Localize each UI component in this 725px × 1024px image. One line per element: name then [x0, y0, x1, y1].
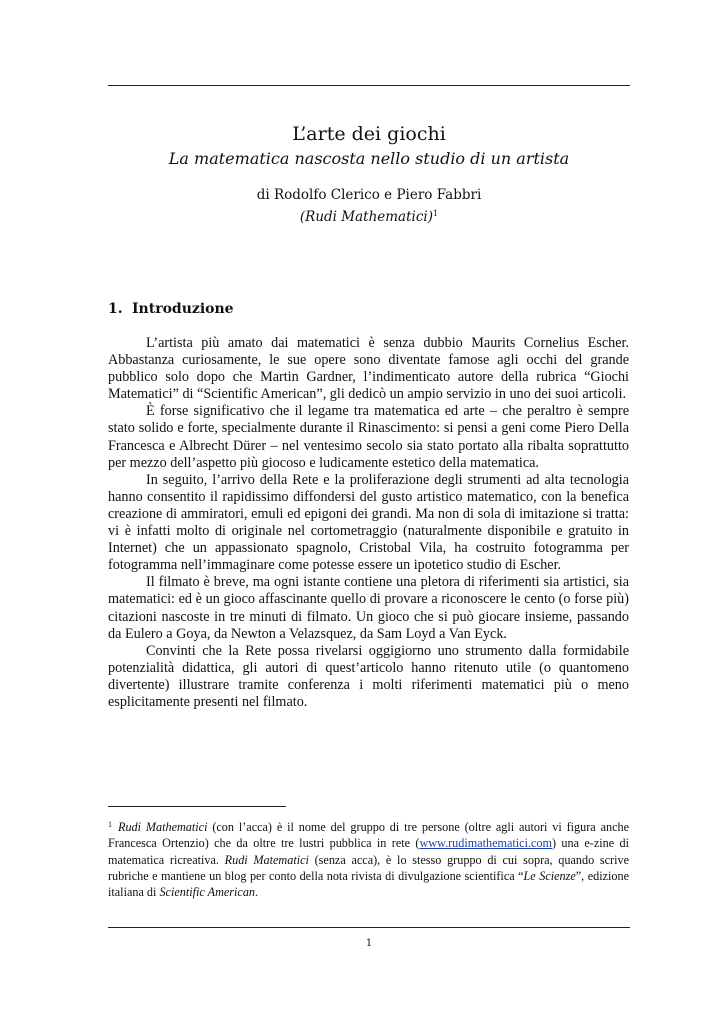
- bottom-rule: [108, 927, 630, 928]
- article-subtitle: La matematica nascosta nello studio di un artista: [168, 149, 570, 168]
- footnote: [108, 817, 629, 900]
- section-title: Introduzione: [132, 301, 234, 317]
- paragraph: In seguito, l’arrivo della Rete e la proliferazione degli strumenti ad alta tecnologia hanno consentito il rapidissimo diffondersi del gusto artistico matematico, con la benefica creazione di ammiratori, emuli ed epigoni dei grandi. Ma non di sola di imitazione si tratta: vi è infatti molto di originale nel cortometraggio (naturalmente disponibile e gratuito in Internet) che un appassionato spagnolo, Cristobal Vila, ha costruito fotogramma per fotogramma nell’immaginare come potesse essere un ipotetico studio di Escher.: [108, 471, 629, 574]
- footnote-marker: 1: [108, 820, 112, 829]
- paragraph: Il filmato è breve, ma ogni istante contiene una pletora di riferimenti sia artistici, sia matematici: ed è un gioco affascinante quello di provare a riconoscere le cento (o forse più) citazioni nascoste in tre minuti di filmato. Un gioco che si può giocare insieme, passando da Eulero a Goya, da Newton a Velazsquez, da Sam Loyd a Van Eyck.: [108, 574, 629, 642]
- footnote-text: ”, edizione italiana di: [108, 868, 629, 900]
- top-rule: [108, 85, 630, 86]
- footnote-ezine-name: Rudi Matematici: [224, 852, 309, 867]
- footnote-text: (senza acca), è lo stesso gruppo di cui sopra, quando scrive rubriche e mantiene un blog per conto della nota rivista di divulgazione scientifica “: [108, 852, 629, 883]
- footnote-text: (con l’acca) è il nome del gruppo di tre persone (oltre agli autori vi figura anche Francesca Ortenzio) che da oltre tre lustri pubblica in rete (: [108, 820, 629, 851]
- page-number: 1: [365, 938, 373, 949]
- footnote-reference[interactable]: 1: [433, 209, 439, 218]
- article-title: L’arte dei giochi: [292, 123, 446, 145]
- footnote-text: .: [255, 885, 259, 900]
- footnote-divider: [108, 806, 286, 807]
- footnote-text: ) una e-zine di matematica ricreativa.: [108, 836, 629, 867]
- footnote-magazine-original: Scientific American: [159, 885, 256, 900]
- article-authors: di Rodolfo Clerico e Piero Fabbri: [256, 187, 482, 203]
- author-group-name: (Rudi Mathematici): [299, 209, 433, 225]
- section-heading: [108, 300, 234, 318]
- article-body: [108, 335, 629, 711]
- website-link[interactable]: www.rudimathematici.com: [419, 836, 553, 851]
- section-number: 1.: [108, 301, 123, 317]
- author-group: [108, 205, 630, 226]
- footnote-group-name: Rudi Mathematici: [118, 820, 208, 834]
- paragraph: È forse significativo che il legame tra matematica ed arte – che peraltro è sempre stato solido e forte, specialmente durante il Rinascimento: si pensi a geni come Piero Della Francesca e Albrecht Dürer – nel ventesimo secolo sia stato portato alla ribalta soprattutto per mezzo dell’aspetto più giocoso e ludicamente estetico della matematica.: [108, 403, 629, 471]
- paragraph: L’artista più amato dai matematici è senza dubbio Maurits Cornelius Escher. Abbastanza curiosamente, le sue opere sono diventate famose agli occhi del grande pubblico solo dopo che Martin Gardner, l’indimenticato autore della rubrica “Giochi Matematici” di “Scientific American”, gli dedicò un ampio servizio in uno dei suoi articoli.: [108, 335, 629, 403]
- paragraph: Convinti che la Rete possa rivelarsi oggigiorno uno strumento dalla formidabile potenzialità didattica, gli autori di quest’articolo hanno ritenuto utile (o quantomeno divertente) illustrare tramite conferenza i molti riferimenti matematici più o meno esplicitamente presenti nel filmato.: [108, 642, 629, 710]
- footnote-magazine: Le Scienze: [523, 868, 576, 883]
